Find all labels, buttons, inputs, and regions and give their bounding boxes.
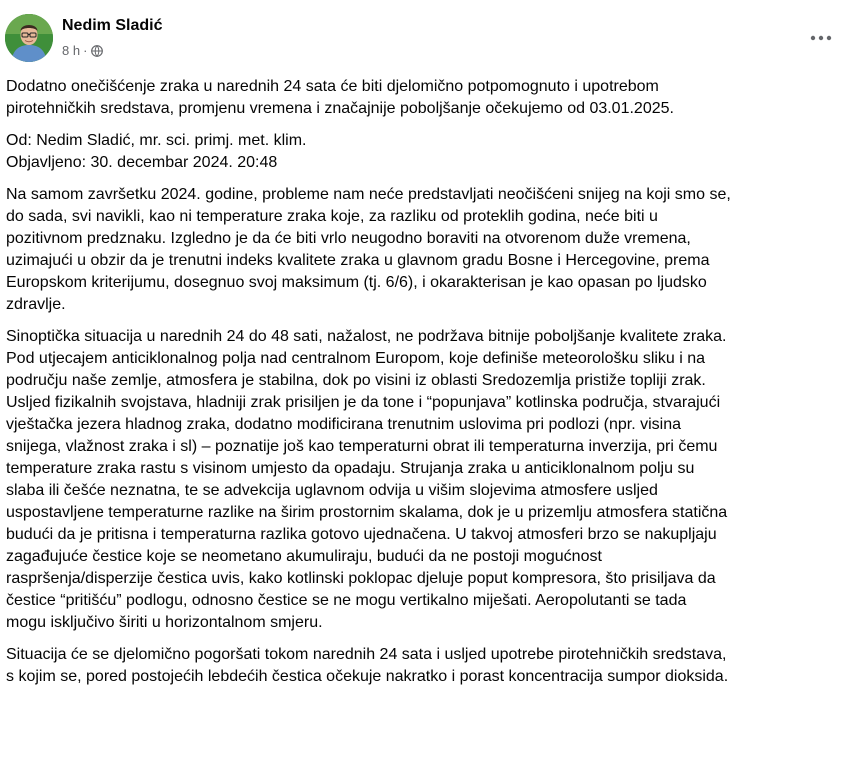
profile-photo-icon xyxy=(5,14,53,62)
author-name[interactable]: Nedim Sladić xyxy=(62,17,163,34)
post-paragraph: Sinoptička situacija u narednih 24 do 48 sati, nažalost, ne podržava bitnije poboljšanje kvalitete zraka. Pod utjecajem anticiklonalnog polja nad centralnom Europom, koje definiše meteorološku sliku i na području naše zemlje, atmosfera je stabilna, dok po visini iz oblasti Sredozemlja pristiže topliji zrak. Usljed fizikalnih svojstava, hladniji zrak prisiljen je da tone i “popunjava” kotlinska područja, stvarajući vještačka jezera hladnog zraka, dodatno modificirana trenutnim uslovima pri podlozi (npr. visina snijega, vlažnost zraka i sl) – poznatije još kao temperaturni obrat ili temperaturna inverzija, pri čemu temperature zraka rastu s visinom umjesto da opadaju. Strujanja zraka u anticiklonalnom polju su slaba ili češće neznatna, te se advekcija uglavnom odvija u višim slojevima atmosfere usljed uspostavljene temperaturne razlike na širim prostornim skalama, dok je u prizemlju atmosfera statična budući da je pritisna i temperaturna razlika gotovo ujednačena. U takvoj atmosferi brzo se nakupljaju zagađujuće čestice koje se neometano akumuliraju, budući da ne postoji mogućnost raspršenja/disperzije čestica uvis, kako kotlinski poklopac djeluje poput kompresora, što prisiljava da čestice “pritišću” podlogu, odnosno čestice se ne mogu vertikalno miješati. Aeropolutanti se tada mogu isključivo širiti u horizontalnom smjeru. xyxy=(6,328,728,631)
post-text xyxy=(6,76,845,698)
post-paragraph: Situacija će se djelomično pogoršati tokom narednih 24 sata i usljed upotrebe pirotehničkih sredstava, s kojim se, pored postojećih lebdećih čestica očekuje nakratko i porast koncentracija sumpor dioksida. xyxy=(6,646,729,685)
meta-separator: · xyxy=(83,43,88,58)
post-meta xyxy=(62,43,103,58)
post-timestamp[interactable]: 8 h xyxy=(62,43,81,58)
more-options-button[interactable] xyxy=(803,24,839,52)
more-horizontal-icon xyxy=(810,35,832,41)
post-paragraph: Od: Nedim Sladić, mr. sci. primj. met. klim. Objavljeno: 30. decembar 2024. 20:48 xyxy=(6,132,307,171)
post-header xyxy=(0,0,845,72)
post-paragraph: Dodatno onečišćenje zraka u narednih 24 sata će biti djelomično potpomognuto i upotrebom pirotehničkih sredstava, promjenu vremena i značajnije poboljšanje očekujemo od 03.01.2025. xyxy=(6,78,674,117)
post-paragraph: Na samom završetku 2024. godine, probleme nam neće predstavljati neočišćeni snijeg na koji smo se, do sada, svi navikli, kao ni temperature zraka koje, za razliku od proteklih godina, neće biti u pozitivnom predznaku. Izgledno je da će biti vrlo neugodno boraviti na otvorenom duže vremena, uzimajući u obzir da je trenutni indeks kvalitete zraka u glavnom gradu Bosne i Hercegovine, prema Europskom kriterijumu, dosegnuo svoj maksimum (tj. 6/6), i okarakterisan je kao opasan po ljudsko zdravlje. xyxy=(6,186,731,313)
globe-icon xyxy=(91,45,103,57)
avatar[interactable] xyxy=(5,14,53,62)
